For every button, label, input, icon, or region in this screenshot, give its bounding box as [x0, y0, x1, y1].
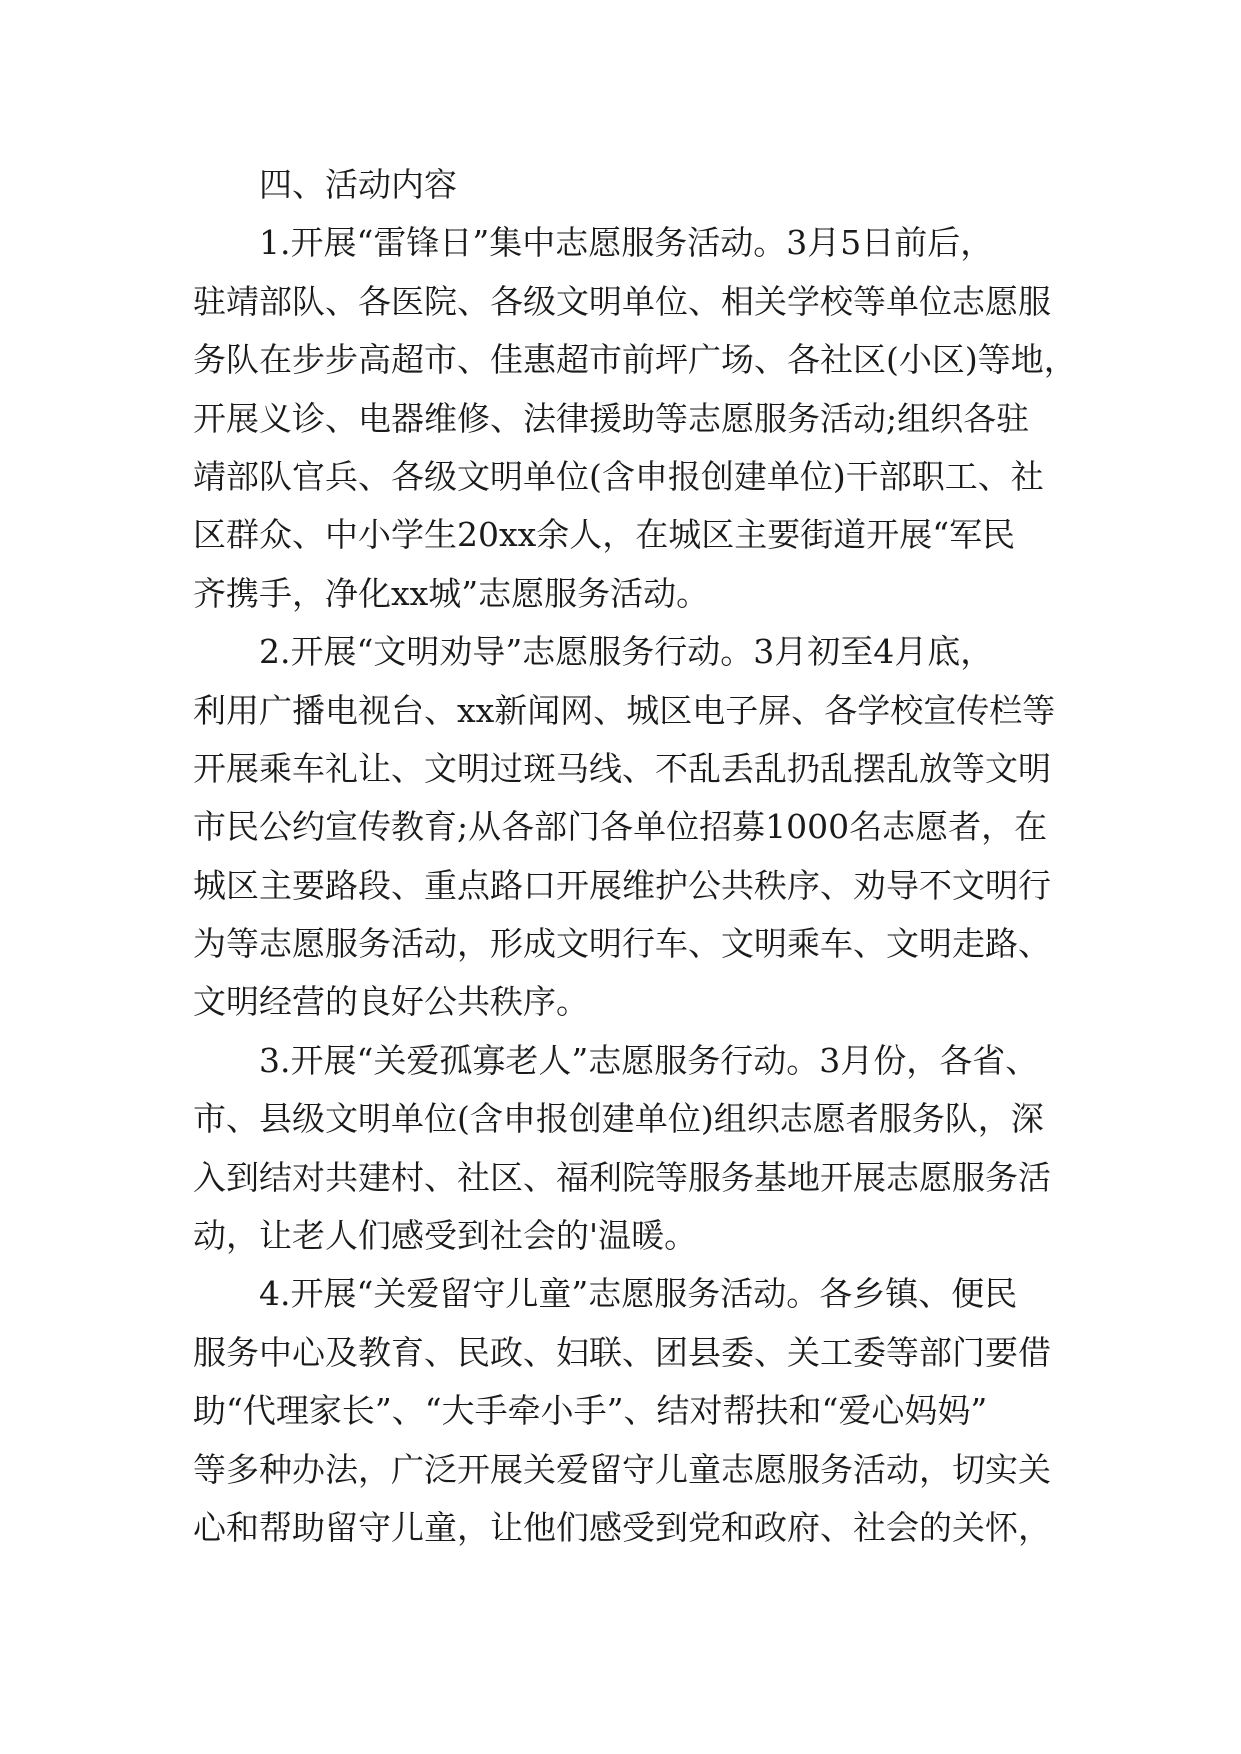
paragraph-2-line-4: 市民公约宣传教育;从各部门各单位招募1000名志愿者，在: [193, 807, 1048, 847]
paragraph-2-line-1: 2.开展“文明劝导”志愿服务行动。3月初至4月底，: [259, 632, 994, 672]
paragraph-3-line-3: 入到结对共建村、社区、福利院等服务基地开展志愿服务活: [193, 1157, 1051, 1197]
paragraph-2-line-6: 为等志愿服务活动，形成文明行车、文明乘车、文明走路、: [193, 924, 1051, 964]
paragraph-2-line-5: 城区主要路段、重点路口开展维护公共秩序、劝导不文明行: [193, 865, 1051, 905]
paragraph-1-line-6: 区群众、中小学生20xx余人，在城区主要街道开展“军民: [193, 515, 1016, 555]
paragraph-2-line-3: 开展乘车礼让、文明过斑马线、不乱丢乱扔乱摆乱放等文明: [193, 748, 1051, 788]
paragraph-1-line-2: 驻靖部队、各医院、各级文明单位、相关学校等单位志愿服: [193, 281, 1051, 321]
paragraph-1-line-7: 齐携手，净化xx城”志愿服务活动。: [193, 573, 710, 613]
section-heading: 四、活动内容: [259, 165, 457, 204]
paragraph-2-line-7: 文明经营的良好公共秩序。: [193, 982, 589, 1022]
paragraph-1-line-5: 靖部队官兵、各级文明单位(含申报创建单位)干部职工、社: [193, 456, 1044, 496]
paragraph-3-line-2: 市、县级文明单位(含申报创建单位)组织志愿者服务队，深: [193, 1099, 1044, 1139]
paragraph-4-line-1: 4.开展“关爱留守儿童”志愿服务活动。各乡镇、便民: [259, 1274, 1018, 1314]
document-body: [193, 156, 1077, 1557]
paragraph-2-line-2: 利用广播电视台、xx新闻网、城区电子屏、各学校宣传栏等: [193, 690, 1056, 730]
paragraph-1-line-4: 开展义诊、电器维修、法律援助等志愿服务活动;组织各驻: [193, 398, 1030, 438]
paragraph-1-line-1: 1.开展“雷锋日”集中志愿服务活动。3月5日前后，: [259, 223, 994, 263]
paragraph-4-line-2: 服务中心及教育、民政、妇联、团县委、关工委等部门要借: [193, 1332, 1051, 1372]
paragraph-3-line-1: 3.开展“关爱孤寡老人”志愿服务行动。3月份，各省、: [259, 1040, 1039, 1080]
paragraph-4-line-3: 助“代理家长”、“大手牵小手”、结对帮扶和“爱心妈妈”: [193, 1391, 988, 1431]
paragraph-4-line-5: 心和帮助留守儿童，让他们感受到党和政府、社会的关怀，: [193, 1507, 1051, 1547]
paragraph-3-line-4: 动，让老人们感受到社会的'温暖。: [193, 1216, 698, 1256]
paragraph-1-line-3: 务队在步步高超市、佳惠超市前坪广场、各社区(小区)等地，: [193, 340, 1077, 380]
paragraph-4-line-4: 等多种办法，广泛开展关爱留守儿童志愿服务活动，切实关: [193, 1449, 1051, 1489]
